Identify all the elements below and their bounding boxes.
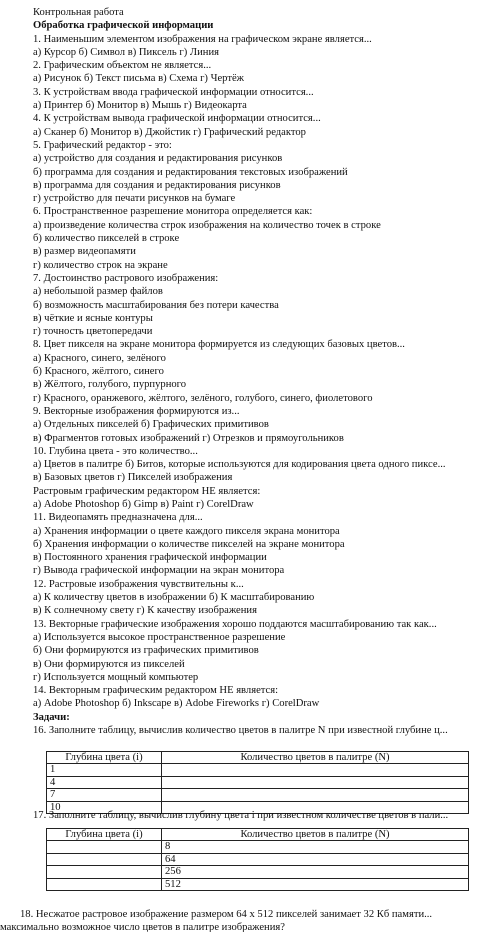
q17-depth-cell [47, 878, 162, 890]
tasks-heading: Задачи: [33, 711, 70, 723]
text-line: 13. Векторные графические изображения хорошо поддаются масштабированию так как... [33, 618, 437, 630]
text-line: в) программа для создания и редактирования рисунков [33, 179, 281, 191]
q16-colors-cell [162, 776, 469, 788]
q17-colors-cell: 512 [162, 878, 469, 890]
text-line: а) Adobe Photoshop б) Gimp в) Paint г) CorelDraw [33, 498, 254, 510]
text-line: в) чёткие и ясные контуры [33, 312, 153, 324]
text-line: а) Используется высокое пространственное разрешение [33, 631, 286, 643]
text-line: а) К количеству цветов в изображении б) К масштабированию [33, 592, 315, 604]
text-line: б) Хранения информации о количестве пикселей на экране монитора [33, 538, 345, 550]
text-line: 3. К устройствам ввода графической информации относится... [33, 86, 314, 98]
q16-col-colors: Количество цветов в палитре (N) [162, 752, 469, 764]
q16-table [46, 751, 469, 814]
text-line: 6. Пространственное разрешение монитора определяется как: [33, 206, 313, 218]
text-line: б) количество пикселей в строке [33, 233, 180, 245]
q18-line-1: 18. Несжатое растровое изображение размером 64 х 512 пикселей занимает 32 Кб памяти... [20, 909, 433, 920]
text-line: в) Постоянного хранения графической информации [33, 552, 267, 564]
q16-depth-cell: 7 [47, 789, 162, 801]
text-line: 14. Векторным графическим редактором НЕ является: [33, 685, 279, 697]
text-line: а) Красного, синего, зелёного [33, 352, 166, 364]
text-line: 1. Наименьшим элементом изображения на графическом экране является... [33, 33, 372, 45]
text-line: 2. Графическим объектом не является... [33, 60, 212, 72]
text-line: а) Рисунок б) Текст письма в) Схема г) Чертёж [33, 73, 244, 85]
table-row [47, 789, 469, 801]
text-line: в) К солнечному свету г) К качеству изображения [33, 605, 257, 617]
table-header-row [47, 752, 469, 764]
text-line: 5. Графический редактор - это: [33, 139, 172, 151]
q17-depth-cell [47, 866, 162, 878]
q16-col-depth: Глубина цвета (i) [47, 752, 162, 764]
text-line: г) Вывода графической информации на экран монитора [33, 565, 285, 577]
q17-depth-cell [47, 853, 162, 865]
q18-line-2: максимально возможное число цветов в палитре изображения? [0, 922, 285, 932]
text-line: г) точность цветопередачи [33, 326, 153, 338]
q16-text: 16. Заполните таблицу, вычислив количество цветов в палитре N при известной глубине ц... [33, 725, 448, 737]
text-line: а) произведение количества строк изображения на количество точек в строке [33, 219, 381, 231]
q17-colors-cell: 64 [162, 853, 469, 865]
q16-depth-cell: 10 [47, 801, 162, 813]
text-line: 11. Видеопамять предназначена для... [33, 512, 203, 524]
text-line: 10. Глубина цвета - это количество... [33, 445, 198, 457]
table-row [47, 853, 469, 865]
text-line: в) Жёлтого, голубого, пурпурного [33, 379, 187, 391]
text-line: а) Принтер б) Монитор в) Мышь г) Видеокарта [33, 100, 247, 112]
q17-table [46, 828, 469, 891]
text-line: в) Базовых цветов г) Пикселей изображения [33, 472, 233, 484]
q16-depth-cell: 1 [47, 764, 162, 776]
text-line: 8. Цвет пикселя на экране монитора формируется из следующих базовых цветов... [33, 339, 405, 351]
text-line: 12. Растровые изображения чувствительны к... [33, 578, 244, 590]
text-line: а) Курсор б) Символ в) Пиксель г) Линия [33, 46, 219, 58]
table-row [47, 841, 469, 853]
q17-col-colors: Количество цветов в палитре (N) [162, 829, 469, 841]
q17-block [0, 809, 500, 822]
q16-colors-cell [162, 789, 469, 801]
text-line: а) Цветов в палитре б) Битов, которые используются для кодирования цвета одного пиксе... [33, 459, 446, 471]
question-list [33, 6, 500, 737]
text-line: б) Они формируются из графических примитивов [33, 645, 259, 657]
text-line: в) размер видеопамяти [33, 246, 136, 258]
q16-colors-cell [162, 764, 469, 776]
q17-depth-cell [47, 841, 162, 853]
worksheet-title: Обработка графической информации [33, 20, 214, 32]
table-header-row [47, 829, 469, 841]
table-row [47, 878, 469, 890]
text-line: Растровым графическим редактором НЕ является: [33, 485, 261, 497]
text-line: г) устройство для печати рисунков на бумаге [33, 193, 236, 205]
text-line: 7. Достоинство растрового изображения: [33, 272, 219, 284]
table-row [47, 866, 469, 878]
q17-colors-cell: 8 [162, 841, 469, 853]
q17-colors-cell: 256 [162, 866, 469, 878]
q17-text: 17. Заполните таблицу, вычислив глубину цвета i при известном количестве цветов в пали... [33, 810, 449, 821]
q18-block [0, 908, 500, 932]
text-line: б) программа для создания и редактирования текстовых изображений [33, 166, 348, 178]
q17-col-depth: Глубина цвета (i) [47, 829, 162, 841]
text-line: а) устройство для создания и редактирования рисунков [33, 153, 283, 165]
text-line: г) Используется мощный компьютер [33, 671, 199, 683]
text-line: а) Adobe Photoshop б) Inkscape в) Adobe Fireworks г) CorelDraw [33, 698, 320, 710]
worksheet-subtitle: Контрольная работа [33, 7, 124, 18]
table-row [47, 776, 469, 788]
text-line: а) небольшой размер файлов [33, 286, 163, 298]
q16-depth-cell: 4 [47, 776, 162, 788]
table-row [47, 764, 469, 776]
text-line: 4. К устройствам вывода графической информации относится... [33, 113, 321, 125]
text-line: в) Фрагментов готовых изображений г) Отрезков и прямоугольников [33, 432, 344, 444]
text-line: г) количество строк на экране [33, 259, 168, 271]
text-line: в) Они формируются из пикселей [33, 658, 185, 670]
text-line: б) Красного, жёлтого, синего [33, 366, 164, 378]
text-line: 9. Векторные изображения формируются из... [33, 405, 240, 417]
text-line: а) Хранения информации о цвете каждого пикселя экрана монитора [33, 525, 340, 537]
text-line: а) Отдельных пикселей б) Графических примитивов [33, 419, 269, 431]
text-line: а) Сканер б) Монитор в) Джойстик г) Графический редактор [33, 126, 306, 138]
text-line: б) возможность масштабирования без потери качества [33, 299, 279, 311]
text-line: г) Красного, оранжевого, жёлтого, зелёного, голубого, синего, фиолетового [33, 392, 373, 404]
